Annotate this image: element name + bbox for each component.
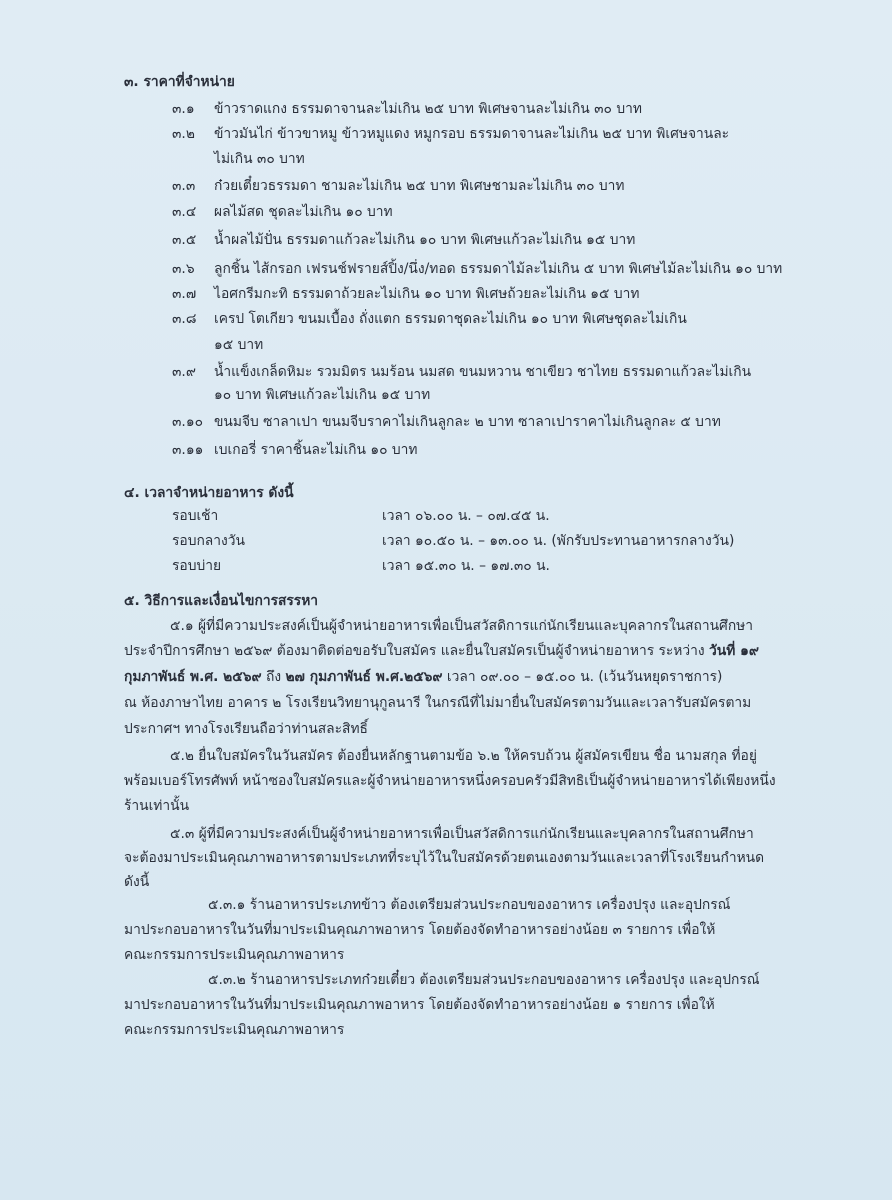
- item-number: ๓.๑๑: [172, 442, 204, 458]
- price-item-3-8: [172, 309, 687, 329]
- item-text: ข้าวมันไก่ ข้าวขาหมู ข้าวหมูแดง หมูกรอบ ธรรมดาจานละไม่เกิน ๒๕ บาท พิเศษจานละ: [214, 126, 730, 142]
- item-number: ๓.๔: [172, 204, 197, 220]
- schedule-time-morning: เวลา ๐๖.๐๐ น. – ๐๗.๔๕ น.: [382, 508, 550, 524]
- clause-5-2-line-1: ๕.๒ ยื่นใบสมัครในวันสมัคร ต้องยื่นหลักฐานตามข้อ ๖.๒ ให้ครบถ้วน ผู้สมัครเขียน ชื่อ นามสกุล ที่อยู่: [170, 748, 757, 764]
- application-start-month: กุมภาพันธ์ พ.ศ. ๒๕๖๙: [124, 669, 262, 685]
- price-item-3-1: [172, 99, 642, 119]
- item-text: ผลไม้สด ชุดละไม่เกิน ๑๐ บาท: [214, 204, 393, 220]
- schedule-time-midday: เวลา ๑๐.๕๐ น. – ๑๓.๐๐ น. (พักรับประทานอาหารกลางวัน): [382, 533, 735, 549]
- clause-5-1-line-1: ๕.๑ ผู้ที่มีความประสงค์เป็นผู้จำหน่ายอาหารเพื่อเป็นสวัสดิการแก่นักเรียนและบุคลากรในสถานศึกษา: [170, 618, 754, 634]
- clause-text: ประจำปีการศึกษา ๒๕๖๙ ต้องมาติดต่อขอรับใบสมัคร และยื่นใบสมัครเป็นผู้จำหน่ายอาหาร ระหว่าง: [124, 643, 710, 659]
- schedule-time-afternoon: เวลา ๑๕.๓๐ น. – ๑๗.๓๐ น.: [382, 558, 550, 574]
- section-4-heading: ๔. เวลาจำหน่ายอาหาร ดังนี้: [124, 485, 294, 501]
- schedule-label-afternoon: รอบบ่าย: [172, 558, 222, 574]
- price-item-3-7: [172, 284, 639, 304]
- clause-5-3-2-line-3: คณะกรรมการประเมินคุณภาพอาหาร: [124, 1022, 345, 1038]
- price-item-3-9: [172, 362, 751, 382]
- price-item-3-4: [172, 202, 393, 222]
- price-item-3-11: [172, 440, 418, 460]
- schedule-label-morning: รอบเช้า: [172, 508, 219, 524]
- clause-5-1-line-2: [124, 641, 759, 661]
- clause-5-1-line-5: ประกาศฯ ทางโรงเรียนถือว่าท่านสละสิทธิ์: [124, 721, 368, 737]
- clause-5-3-2-line-1: ๕.๓.๒ ร้านอาหารประเภทก๋วยเตี๋ยว ต้องเตรียมส่วนประกอบของอาหาร เครื่องปรุง และอุปกรณ์: [208, 972, 760, 988]
- section-3-heading: ๓. ราคาที่จำหน่าย: [124, 74, 235, 90]
- item-number: ๓.๓: [172, 178, 196, 194]
- application-end-date: ๒๗ กุมภาพันธ์ พ.ศ.๒๕๖๙: [285, 669, 443, 685]
- section-5-heading: ๕. วิธีการและเงื่อนไขการสรรหา: [124, 593, 319, 609]
- price-item-3-8-continuation: ๑๕ บาท: [214, 337, 264, 353]
- schedule-label-midday: รอบกลางวัน: [172, 533, 245, 549]
- clause-5-3-1-line-1: ๕.๓.๑ ร้านอาหารประเภทข้าว ต้องเตรียมส่วนประกอบของอาหาร เครื่องปรุง และอุปกรณ์: [208, 897, 731, 913]
- item-text: ลูกชิ้น ไส้กรอก เฟรนช์ฟรายส์ปิ้ง/นึ่ง/ทอด ธรรมดาไม้ละไม่เกิน ๕ บาท พิเศษไม้ละไม่เกิน ๑๐ บาท: [214, 261, 783, 277]
- item-text: ไอศกรีมกะทิ ธรรมดาถ้วยละไม่เกิน ๑๐ บาท พิเศษถ้วยละไม่เกิน ๑๕ บาท: [214, 286, 640, 302]
- price-item-3-2: [172, 124, 729, 144]
- price-item-3-5: [172, 230, 635, 250]
- item-number: ๓.๕: [172, 232, 197, 248]
- price-item-3-9-continuation: ๑๐ บาท พิเศษแก้วละไม่เกิน ๑๕ บาท: [214, 387, 431, 403]
- clause-text: เวลา ๐๙.๐๐ – ๑๕.๐๐ น. (เว้นวันหยุดราชการ): [442, 669, 723, 685]
- price-item-3-6: [172, 259, 782, 279]
- clause-5-2-line-3: ร้านเท่านั้น: [124, 798, 190, 814]
- application-start-date: วันที่ ๑๙: [709, 643, 759, 659]
- clause-5-2-line-2: พร้อมเบอร์โทรศัพท์ หน้าซองใบสมัครและผู้จำหน่ายอาหารหนึ่งครอบครัวมีสิทธิเป็นผู้จำหน่ายอาหารได้เพียงหนึ่ง: [124, 773, 776, 789]
- item-number: ๓.๖: [172, 261, 195, 277]
- item-text: เบเกอรี่ ราคาชิ้นละไม่เกิน ๑๐ บาท: [214, 442, 418, 458]
- clause-text: ถึง: [261, 669, 286, 685]
- item-number: ๓.๑๐: [172, 414, 203, 430]
- clause-5-3-line-1: ๕.๓ ผู้ที่มีความประสงค์เป็นผู้จำหน่ายอาหารเพื่อเป็นสวัสดิการแก่นักเรียนและบุคลากรในสถานศึกษา: [170, 826, 754, 842]
- clause-5-3-1-line-2: มาประกอบอาหารในวันที่มาประเมินคุณภาพอาหาร โดยต้องจัดทำอาหารอย่างน้อย ๓ รายการ เพื่อให้: [124, 922, 716, 938]
- price-item-3-10: [172, 412, 721, 432]
- item-text: ก๋วยเตี๋ยวธรรมดา ชามละไม่เกิน ๒๕ บาท พิเศษชามละไม่เกิน ๓๐ บาท: [214, 178, 625, 194]
- item-text: น้ำแข็งเกล็ดหิมะ รวมมิตร นมร้อน นมสด ขนมหวาน ชาเขียว ชาไทย ธรรมดาแก้วละไม่เกิน: [214, 364, 752, 380]
- item-text: ข้าวราดแกง ธรรมดาจานละไม่เกิน ๒๕ บาท พิเศษจานละไม่เกิน ๓๐ บาท: [214, 101, 642, 117]
- item-text: ขนมจีบ ซาลาเปา ขนมจีบราคาไม่เกินลูกละ ๒ บาท ซาลาเปาราคาไม่เกินลูกละ ๕ บาท: [214, 414, 721, 430]
- item-number: ๓.๑: [172, 101, 195, 117]
- item-number: ๓.๘: [172, 311, 197, 327]
- price-item-3-2-continuation: ไม่เกิน ๓๐ บาท: [214, 151, 305, 167]
- clause-5-3-1-line-3: คณะกรรมการประเมินคุณภาพอาหาร: [124, 947, 345, 963]
- item-text: น้ำผลไม้ปั่น ธรรมดาแก้วละไม่เกิน ๑๐ บาท พิเศษแก้วละไม่เกิน ๑๕ บาท: [214, 232, 636, 248]
- item-number: ๓.๗: [172, 286, 197, 302]
- clause-5-1-line-3: [124, 667, 722, 687]
- item-text: เครป โตเกียว ขนมเบื้อง ถั่งแตก ธรรมดาชุดละไม่เกิน ๑๐ บาท พิเศษชุดละไม่เกิน: [214, 311, 687, 327]
- price-item-3-3: [172, 176, 625, 196]
- clause-5-3-line-3: ดังนี้: [124, 874, 150, 890]
- item-number: ๓.๒: [172, 126, 195, 142]
- clause-5-1-line-4: ณ ห้องภาษาไทย อาคาร ๒ โรงเรียนวิทยานุกูลนารี ในกรณีที่ไม่มายื่นใบสมัครตามวันและเวลารับสมัครตาม: [124, 695, 752, 711]
- clause-5-3-2-line-2: มาประกอบอาหารในวันที่มาประเมินคุณภาพอาหาร โดยต้องจัดทำอาหารอย่างน้อย ๑ รายการ เพื่อให้: [124, 997, 715, 1013]
- item-number: ๓.๙: [172, 364, 196, 380]
- clause-5-3-line-2: จะต้องมาประเมินคุณภาพอาหารตามประเภทที่ระบุไว้ในใบสมัครด้วยตนเองตามวันและเวลาที่โรงเรียนกำหนด: [124, 850, 765, 866]
